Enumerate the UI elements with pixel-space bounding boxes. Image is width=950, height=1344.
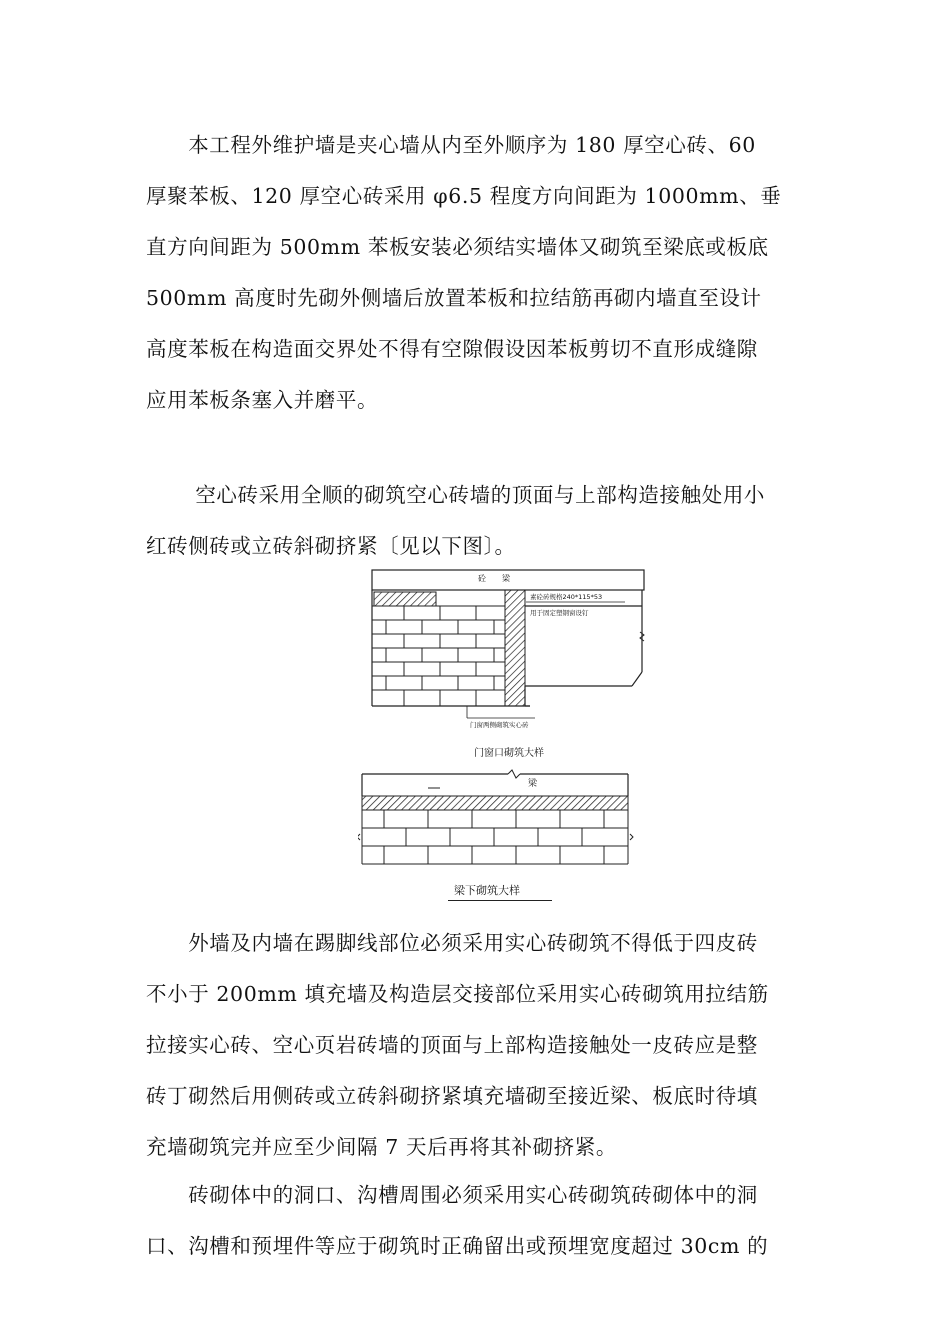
- paragraph-3: [146, 918, 806, 1173]
- text-line: 充墙砌筑完并应至少间隔 7 天后再将其补砌挤紧。: [146, 1135, 617, 1159]
- text-line: 本工程外维护墙是夹心墙从内至外顺序为 180 厚空心砖、60: [146, 133, 756, 157]
- brick-spec-note: 素砼砖规格240*115*53: [530, 593, 603, 601]
- text-line: 空心砖采用全顺的砌筑空心砖墙的顶面与上部构造接触处用小: [146, 483, 766, 507]
- paragraph-2: [146, 470, 806, 572]
- text-line: 红砖侧砖或立砖斜砌挤紧〔见以下图〕。: [146, 534, 516, 558]
- text-line: 高度苯板在构造面交界处不得有空隙假设因苯板剪切不直形成缝隙: [146, 337, 758, 361]
- text-line: 砖砌体中的洞口、沟槽周围必须采用实心砖砌筑砖砌体中的洞: [146, 1183, 758, 1207]
- text-line: 砖丁砌然后用侧砖或立砖斜砌挤紧填充墙砌至接近梁、板底时待填: [146, 1084, 758, 1108]
- paragraph-1: [146, 120, 806, 426]
- door-window-detail-drawing: [370, 568, 660, 768]
- caption-underline: [448, 900, 552, 901]
- text-line: 应用苯板条塞入并磨平。: [146, 388, 379, 412]
- jamb-note: 门窗两侧砌筑实心砖: [470, 721, 529, 729]
- door-window-detail-figure: [370, 568, 660, 768]
- text-line: 外墙及内墙在踢脚线部位必须采用实心砖砌筑不得低于四皮砖: [146, 931, 758, 955]
- text-line: 厚聚苯板、120 厚空心砖采用 φ6.5 程度方向间距为 1000mm、垂: [146, 184, 782, 208]
- fixing-note: 用于固定塑钢窗设钉: [530, 609, 589, 617]
- text-line: 直方向间距为 500mm 苯板安装必须结实墙体又砌筑至梁底或板底: [146, 235, 769, 259]
- figure-caption: 门窗口砌筑大样: [474, 748, 544, 759]
- text-line: 口、沟槽和预埋件等应于砌筑时正确留出或预埋宽度超过 30cm 的: [146, 1234, 769, 1258]
- beam-label: 砼 梁: [478, 574, 510, 583]
- figure-caption: 梁下砌筑大样: [454, 884, 520, 897]
- paragraph-4: [146, 1170, 806, 1272]
- text-line: 不小于 200mm 填充墙及构造层交接部位采用实心砖砌筑用拉结筋: [146, 982, 769, 1006]
- text-line: 拉接实心砖、空心页岩砖墙的顶面与上部构造接触处一皮砖应是整: [146, 1033, 758, 1057]
- under-beam-detail-figure: [358, 768, 638, 906]
- beam-label: 梁: [528, 779, 538, 789]
- under-beam-detail-drawing: [358, 768, 638, 878]
- text-line: 500mm 高度时先砌外侧墙后放置苯板和拉结筋再砌内墙直至设计: [146, 286, 762, 310]
